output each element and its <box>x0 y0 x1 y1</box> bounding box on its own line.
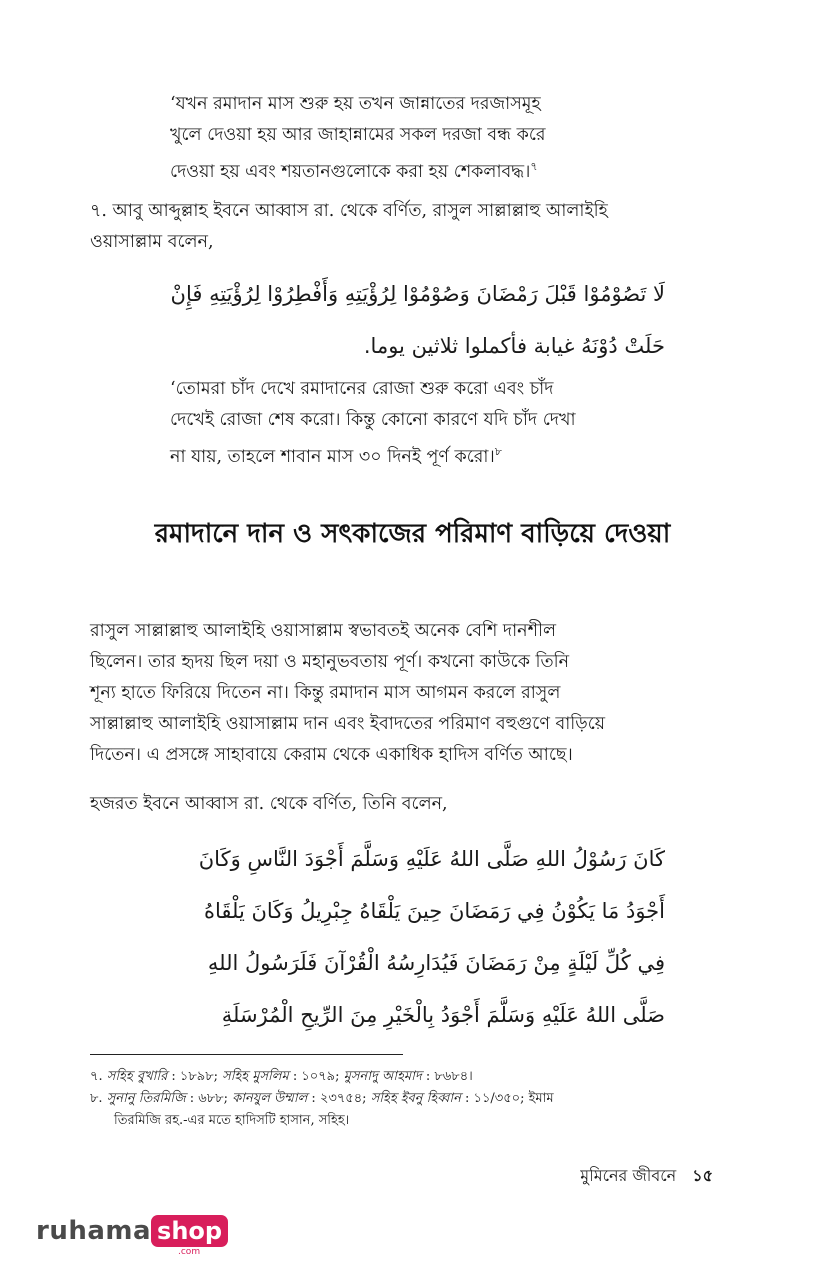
arabic-line: كَانَ رَسُوْلُ اللهِ صَلَّى اللهُ عَلَيْهِ وَسَلَّمَ أَجْوَدَ النَّاسِ وَكَانَ <box>198 847 665 871</box>
logo-domain: .com <box>178 1247 201 1257</box>
arabic-line: أَجْوَدُ مَا يَكُوْنُ فِي رَمَضَانَ حِينَ يَلْقَاهُ جِبْرِيلُ وَكَانَ يَلْقَاهُ <box>204 899 665 923</box>
footnote-divider <box>90 1054 403 1055</box>
arabic-hadith-ibn-abbas <box>199 833 665 1041</box>
footnotes <box>90 1066 730 1132</box>
quote-line: ‘যখন রমাদান মাস শুরু হয় তখন জান্নাতের দরজাসমূহ <box>170 94 541 114</box>
arabic-line: حَلَتْ دُوْنَهُ غيابة فأكملوا ثلاثين يوما. <box>363 334 665 358</box>
intro-line: ৭. আবু আব্দুল্লাহ ইবনে আব্বাস রা. থেকে বর্ণিত, রাসুল সাল্লাল্লাহু আলাইহি <box>90 201 608 221</box>
body-line: ছিলেন। তার হৃদয় ছিল দয়া ও মহানুভবতায় পূর্ণ। কখনো কাউকে তিনি <box>90 652 570 672</box>
hadith-7-intro <box>90 196 730 258</box>
running-title: মুমিনের জীবনে <box>580 1166 677 1185</box>
body-line: সাল্লাল্লাহু আলাইহি ওয়াসাল্লাম দান এবং ইবাদতের পরিমাণ বহুগুণে বাড়িয়ে <box>90 714 606 734</box>
body-line: রাসুল সাল্লাল্লাহু আলাইহি ওয়াসাল্লাম স্বভাবতই অনেক বেশি দানশীল <box>90 621 556 641</box>
body-line: শূন্য হাতে ফিরিয়ে দিতেন না। কিন্তু রমাদান মাস আগমন করলে রাসুল <box>90 683 561 703</box>
logo-shop-badge: shop <box>151 1215 228 1247</box>
hadith-7-translation <box>170 374 670 473</box>
arabic-line: لَا تَصُوْمُوْا قَبْلَ رَمْضَانَ وَصُوْمُوْا لِرُؤْيَتِهِ وَأَفْطِرُوْا لِرُؤْيَتِهِ فَإِنْ <box>170 282 665 306</box>
ruhama-shop-logo <box>36 1215 228 1257</box>
footnote-ref[interactable]: ৭ <box>530 160 538 173</box>
translation-line: ‘তোমরা চাঁদ দেখে রমাদানের রোজা শুরু করো এবং চাঁদ <box>170 379 554 399</box>
page-footer <box>580 1163 713 1190</box>
quote-line: দেওয়া হয় এবং শয়তানগুলোকে করা হয় শেকলাবদ্ধ।$^৭$ <box>170 160 538 182</box>
body-line: দিতেন। এ প্রসঙ্গে সাহাবায়ে কেরাম থেকে একাধিক হাদিস বর্ণিত আছে। <box>90 745 573 765</box>
hadith-intro: হজরত ইবনে আব্বাস রা. থেকে বর্ণিত, তিনি বলেন, <box>90 794 448 814</box>
translation-line: না যায়, তাহলে শাবান মাস ৩০ দিনই পূর্ণ করো।$^৮$ <box>170 445 502 467</box>
arabic-hadith-7 <box>171 268 665 372</box>
arabic-line: فِي كُلِّ لَيْلَةٍ مِنْ رَمَضَانَ فَيُدَارِسُهُ الْقُرْآنَ فَلَرَسُولُ اللهِ <box>207 951 665 975</box>
body-paragraph <box>90 616 730 771</box>
translation-line: দেখেই রোজা শেষ করো। কিন্তু কোনো কারণে যদি চাঁদ দেখা <box>170 410 576 430</box>
section-heading: রমাদানে দান ও সৎকাজের পরিমাণ বাড়িয়ে দেওয়া <box>154 519 671 549</box>
opening-quote <box>170 89 670 188</box>
logo-brand: ruhama <box>36 1216 152 1246</box>
footnote-ref[interactable]: ৮ <box>494 445 502 458</box>
arabic-line: صَلَّى اللهُ عَلَيْهِ وَسَلَّمَ أَجْوَدُ بِالْخَيْرِ مِنَ الرِّيحِ الْمُرْسَلَةِ <box>221 1003 665 1027</box>
footnote-8-continuation: তিরমিজি রহ.-এর মতে হাদিসটি হাসান, সহিহ। <box>114 1113 350 1128</box>
quote-line: খুলে দেওয়া হয় আর জাহান্নামের সকল দরজা বন্ধ করে <box>170 125 546 145</box>
footnote-8: ৮. সুনানু তিরমিজি : ৬৮৮; কানযুল উম্মাল : ২৩৭৫৪; সহিহ ইবনু হিব্বান : ১১/৩৫০; ইমাম <box>90 1091 554 1106</box>
intro-line: ওয়াসাল্লাম বলেন, <box>90 232 214 252</box>
page-number: ১৫ <box>692 1166 713 1185</box>
footnote-7: ৭. সহিহ বুখারি : ১৮৯৮; সহিহ মুসলিম : ১০৭৯; মুসনাদু আহমাদ : ৮৬৮৪। <box>90 1069 473 1084</box>
